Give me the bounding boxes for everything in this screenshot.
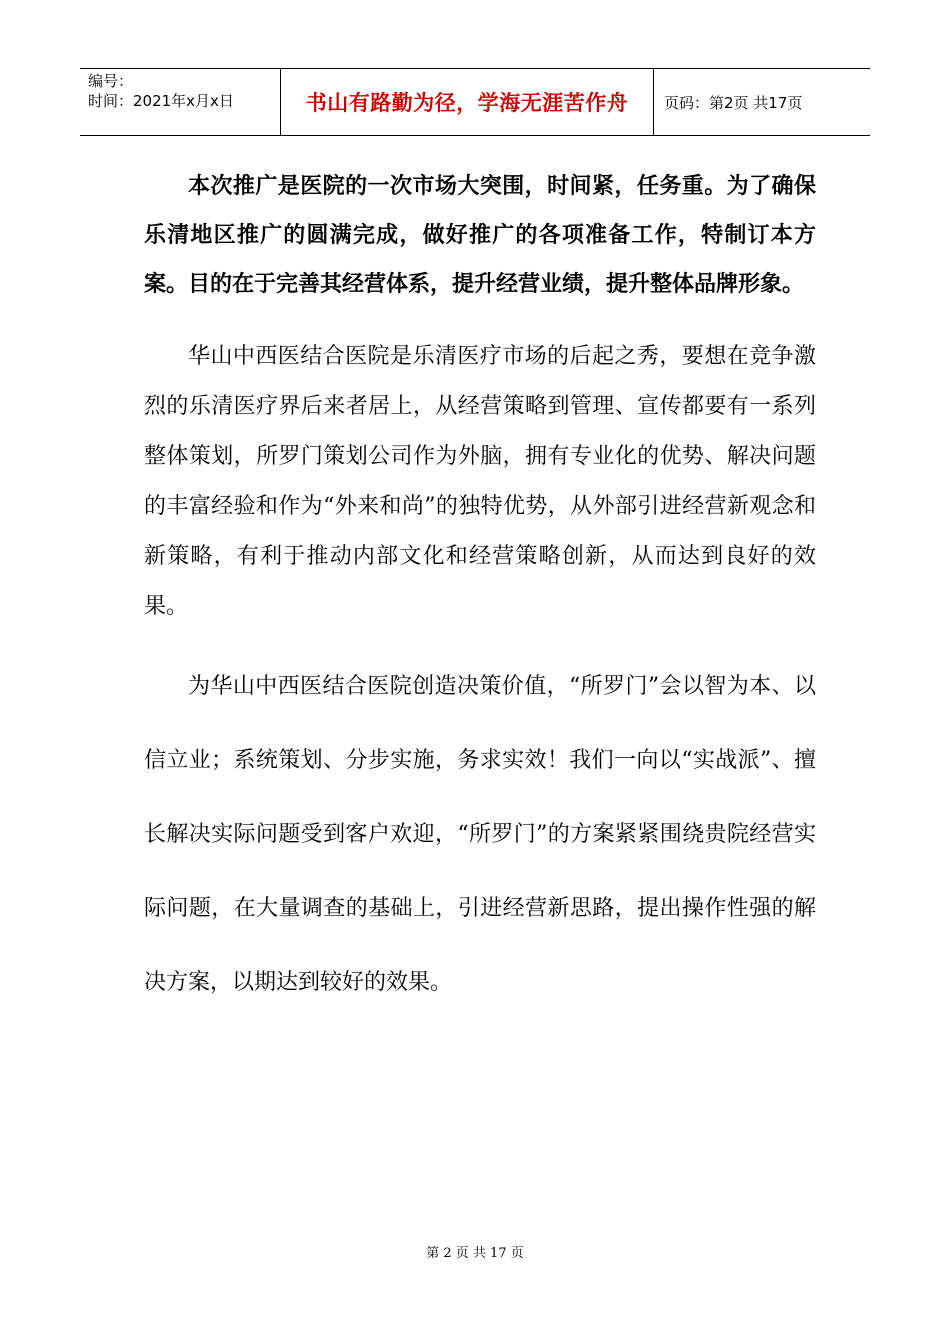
hospital-paragraph: 华山中西医结合医院是乐清医疗市场的后起之秀，要想在竞争激烈的乐清医疗界后来者居上，从经营策略到管理、宣传都要有一系列整体策划，所罗门策划公司作为外脑，拥有专业化的优势、解决问题的丰富经验和作为“外来和尚”的独特优势，从外部引进经营新观念和新策略，有利于推动内部文化和经营策略创新，从而达到良好的效果。	[144, 344, 816, 619]
date-label: 时间：2021年x月x日	[88, 92, 234, 110]
serial-number-label: 编号：	[88, 72, 134, 90]
header-motto: 书山有路勤为径，学海无涯苦作舟	[281, 69, 654, 135]
document-body	[144, 162, 816, 1020]
intro-paragraph: 本次推广是医院的一次市场大突围，时间紧，任务重。为了确保乐清地区推广的圆满完成，做好推广的各项准备工作，特制订本方案。目的在于完善其经营体系，提升经营业绩，提升整体品牌形象。	[144, 174, 816, 297]
page-footer: 第 2 页 共 17 页	[426, 1246, 524, 1261]
value-paragraph: 为华山中西医结合医院创造决策价值，“所罗门”会以智为本、以信立业；系统策划、分步实施，务求实效！我们一向以“实战派”、擅长解决实际问题受到客户欢迎，“所罗门”的方案紧紧围绕贵院经营实际问题，在大量调查的基础上，引进经营新思路，提出操作性强的解决方案，以期达到较好的效果。	[144, 674, 816, 995]
header-page-number: 页码：第2页 共17页	[664, 93, 803, 112]
document-header	[80, 68, 870, 136]
header-meta-cell	[80, 69, 281, 135]
